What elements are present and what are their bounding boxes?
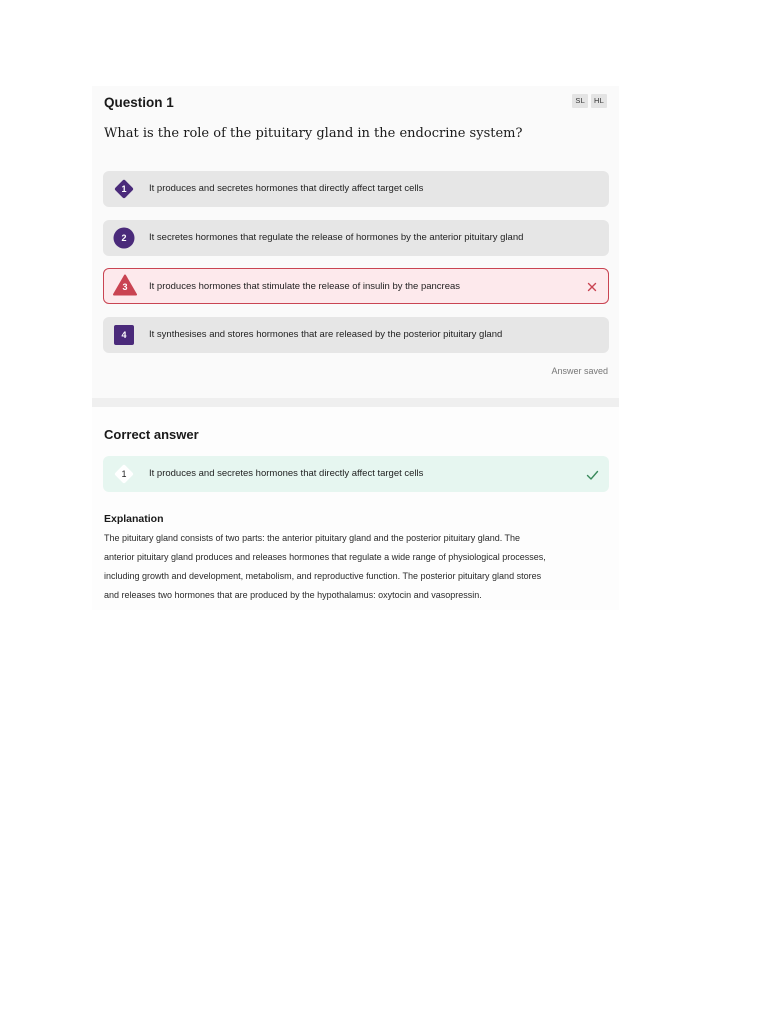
question-header: [104, 94, 607, 114]
diamond-icon: [113, 178, 135, 200]
option-number: 1: [121, 469, 127, 479]
correct-answer-card: [92, 407, 619, 610]
option-number: 2: [121, 233, 127, 243]
option-text: It produces and secretes hormones that directly affect target cells: [149, 468, 424, 479]
question-card: [92, 86, 619, 398]
triangle-icon: [113, 274, 135, 296]
square-icon: [113, 324, 135, 346]
explanation-line: The pituitary gland consists of two parts: the anterior pituitary gland and the posterior pituitary gland. The: [104, 533, 521, 543]
option-text: It produces hormones that stimulate the release of insulin by the pancreas: [149, 281, 461, 292]
answer-option-1[interactable]: [103, 171, 609, 207]
answer-option-2[interactable]: [103, 220, 609, 256]
question-text: What is the role of the pituitary gland in the endocrine system?: [104, 126, 523, 141]
level-tags: [572, 94, 607, 108]
correct-answer-title: Correct answer: [104, 427, 199, 442]
explanation-title: Explanation: [104, 513, 164, 525]
level-tag-hl: HL: [591, 94, 607, 108]
close-icon: [586, 280, 598, 292]
option-text: It secretes hormones that regulate the release of hormones by the anterior pituitary gland: [149, 232, 524, 243]
level-tag-sl: SL: [572, 94, 588, 108]
option-number: 4: [121, 330, 127, 340]
option-text: It produces and secretes hormones that directly affect target cells: [149, 183, 424, 194]
explanation-text: [104, 529, 609, 605]
explanation-line: anterior pituitary gland produces and releases hormones that regulate a wide range of physiological processes,: [104, 552, 546, 562]
explanation-line: including growth and development, metabolism, and reproductive function. The posterior pituitary gland stores: [104, 571, 542, 581]
question-title: Question 1: [104, 95, 174, 110]
answer-option-3-selected-wrong[interactable]: [103, 268, 609, 304]
answer-option-4[interactable]: [103, 317, 609, 353]
answer-saved-status: Answer saved: [551, 366, 608, 376]
explanation-line: and releases two hormones that are produced by the hypothalamus: oxytocin and vasopressin.: [104, 590, 482, 600]
diamond-icon: [113, 463, 135, 485]
option-text: It synthesises and stores hormones that are released by the posterior pituitary gland: [149, 329, 503, 340]
option-number: 1: [121, 184, 127, 194]
section-divider: [92, 398, 619, 407]
circle-icon: [113, 227, 135, 249]
correct-answer-option: [103, 456, 609, 492]
check-icon: [586, 468, 599, 480]
option-number: 3: [122, 282, 128, 292]
